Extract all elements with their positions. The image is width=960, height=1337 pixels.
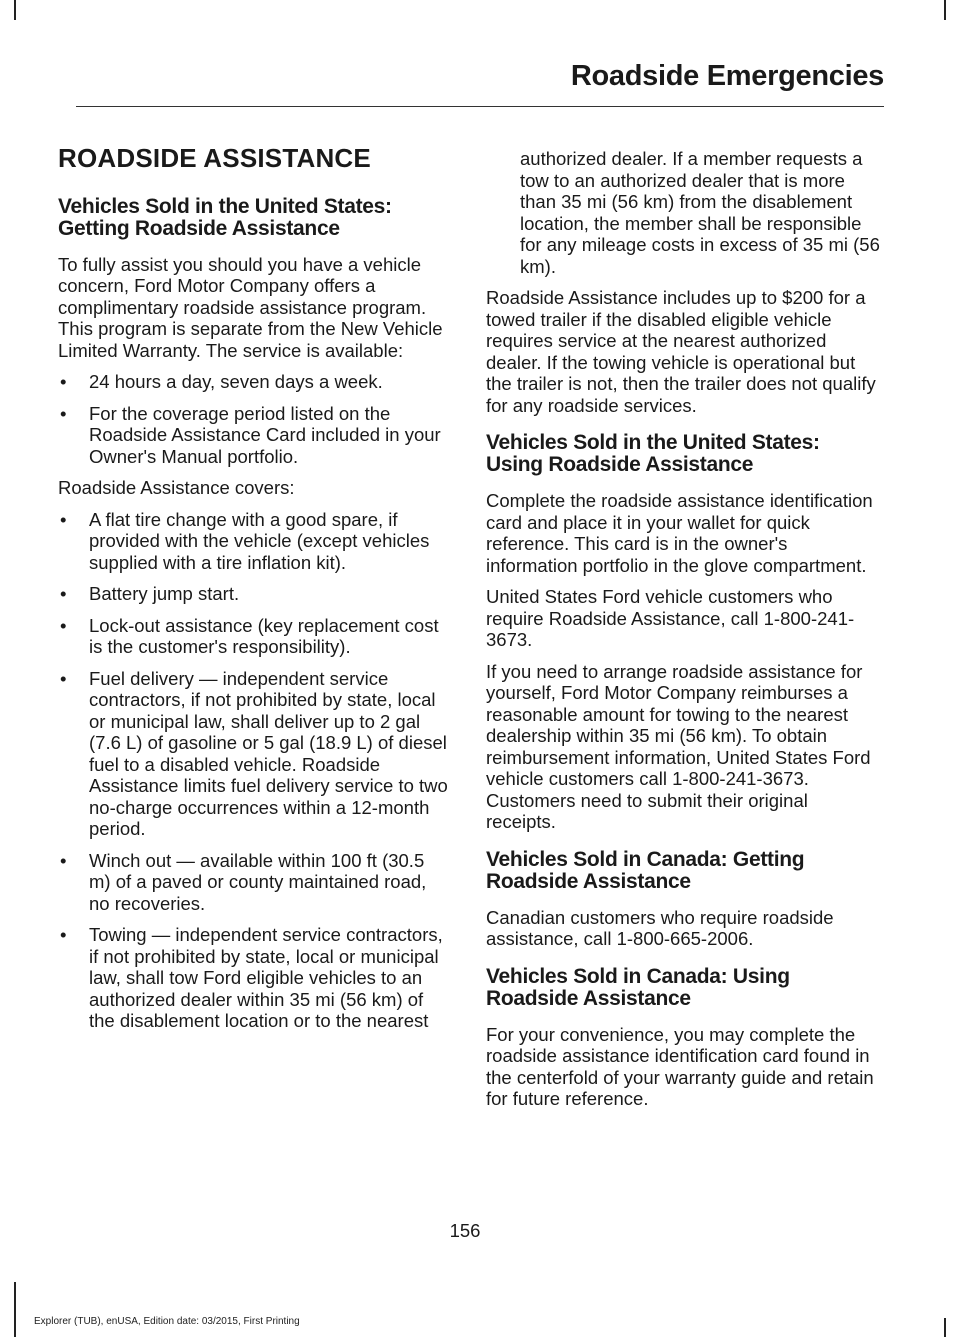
intro-paragraph: To fully assist you should you have a vehicle concern, Ford Motor Company offers a complimentary roadside assistance program. This program is separate from the New Vehicle Limited Warranty. The service is available: <box>58 253 443 361</box>
towing-continued-list <box>486 148 880 277</box>
list-item: • Lock-out assistance (key replacement cost is the customer's responsibility). <box>60 614 439 657</box>
section-title: Roadside Emergencies <box>570 60 884 92</box>
header-divider <box>76 106 884 107</box>
list-item: • A flat tire change with a good spare, if provided with the vehicle (except vehicles supplied with a tire inflation kit). <box>60 508 430 573</box>
main-heading: ROADSIDE ASSISTANCE <box>58 143 371 173</box>
page-number: 156 <box>449 1220 481 1241</box>
ca-getting-paragraph: Canadian customers who require roadside assistance, call 1-800-665-2006. <box>486 906 834 949</box>
crop-mark-top-right <box>944 0 946 20</box>
us-using-paragraph-3: If you need to arrange roadside assistance for yourself, Ford Motor Company reimburses a reasonable amount for towing to the nearest dealership within 35 mi (56 km). To obtain reimbursement information, United States Ford vehicle customers call 1-800-241-3673. Customers need to submit their original receipts. <box>486 660 871 832</box>
crop-mark-bottom-left <box>14 1282 16 1337</box>
crop-mark-bottom-right <box>944 1318 946 1337</box>
list-item: • Towing — independent service contractors, if not prohibited by state, local or municipal law, shall tow Ford eligible vehicles to an authorized dealer within 35 mi (56 km) of the disablement location or to the nearest <box>60 924 443 1031</box>
list-item: authorized dealer. If a member requests a tow to an authorized dealer that is more than 35 mi (56 km) from the disablement location, the member shall be responsible for any mileage costs in excess of 35 mi (56 km). <box>520 148 880 277</box>
ca-using-heading: Vehicles Sold in Canada: Using Roadside Assistance <box>486 964 790 1010</box>
crop-mark-top-left <box>14 0 16 20</box>
ca-using-paragraph: For your convenience, you may complete the roadside assistance identification card found in the centerfold of your warranty guide and retain for future reference. <box>486 1023 874 1109</box>
page-header <box>571 60 884 93</box>
covers-label: Roadside Assistance covers: <box>58 477 295 498</box>
footer-edition: Explorer (TUB), enUSA, Edition date: 03/2015, First Printing <box>34 1316 300 1327</box>
right-column <box>486 148 880 1120</box>
us-getting-heading: Vehicles Sold in the United States: Getting Roadside Assistance <box>58 194 392 240</box>
us-using-paragraph-1: Complete the roadside assistance identification card and place it in your wallet for quick reference. This card is in the owner's information portfolio in the glove compartment. <box>486 490 873 576</box>
covers-list <box>58 509 448 1032</box>
us-using-heading: Vehicles Sold in the United States: Using Roadside Assistance <box>486 431 820 476</box>
list-item: • Fuel delivery — independent service contractors, if not prohibited by state, local or municipal law, shall deliver up to 2 gal (7.6 L) of gasoline or 5 gal (18.9 L) of diesel fuel to a disabled vehicle. Roadside Assistance limits fuel delivery service to two no-charge occurrences within a 12-month period. <box>60 667 448 839</box>
list-item: • For the coverage period listed on the Roadside Assistance Card included in your Owner's Manual portfolio. <box>60 402 441 467</box>
availability-list <box>58 371 448 467</box>
list-item: • Battery jump start. <box>60 583 240 604</box>
trailer-paragraph: Roadside Assistance includes up to $200 for a towed trailer if the disabled eligible vehicle requires service at the nearest authorized dealer. If the towing vehicle is operational but the trailer is not, then the trailer does not qualify for any roadside services. <box>486 287 876 416</box>
us-using-paragraph-2: United States Ford vehicle customers who require Roadside Assistance, call 1-800-241-3673. <box>486 586 855 650</box>
list-item: • Winch out — available within 100 ft (30.5 m) of a paved or county maintained road, no recoveries. <box>60 849 427 914</box>
ca-getting-heading: Vehicles Sold in Canada: Getting Roadside Assistance <box>486 847 805 893</box>
list-item: • 24 hours a day, seven days a week. <box>60 371 383 392</box>
left-column <box>58 142 448 1042</box>
